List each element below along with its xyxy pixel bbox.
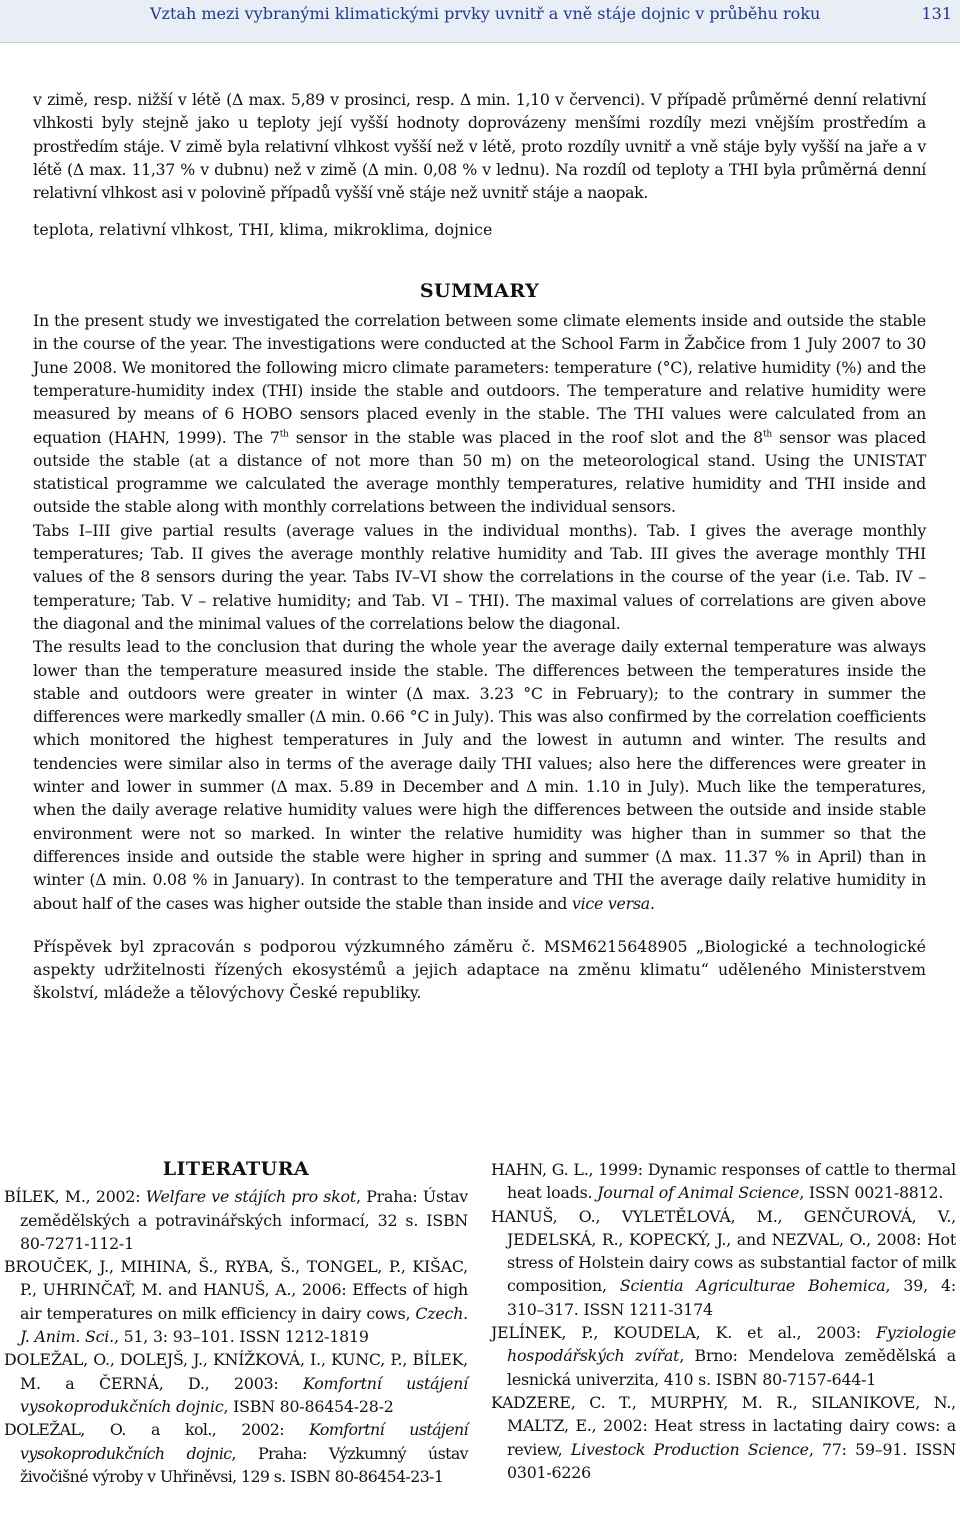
reference-text: , 77: 59–91. ISSN 0301-6226 — [507, 1439, 956, 1482]
superscript-th: th — [762, 429, 772, 440]
reference-text: BÍLEK, M., 2002: — [4, 1187, 146, 1207]
reference-item — [4, 1348, 468, 1418]
summary-paragraph-1 — [33, 309, 926, 519]
summary-p1-text-b: sensor in the stable was placed in the roof slot and the 8 — [288, 427, 763, 447]
reference-title: Journal of Animal Science — [597, 1183, 800, 1203]
summary-heading: SUMMARY — [419, 279, 540, 302]
reference-text: BROUČEK, J., MIHINA, Š., RYBA, Š., TONGEL, P., KIŠAC, P., UHRINČAŤ, M. and HANUŠ, A., 2006: Effects of high air temperatures on milk efficiency in dairy cows, — [4, 1257, 468, 1323]
summary-p1-text-a: In the present study we investigated the correlation between some climate elements inside and outside the stable in the course of the year. The investigations were conducted at the School Farm in Žabčice from 1 July 2007 to 30 June 2008. We monitored the following micro climate parameters: temperature (°C), relative humidity (%) and the temperature-humidity index (THI) inside the stable and outdoors. The temperature and relative humidity were measured by means of 6 HOBO sensors placed evenly in the stable. The THI values were calculated from an equation (HAHN, 1999). The 7 — [33, 311, 926, 447]
running-header — [0, 0, 960, 43]
reference-text: DOLEŽAL, O., DOLEJŠ, J., KNÍŽKOVÁ, I., KUNC, P., BÍLEK, M. a ČERNÁ, D., 2003: — [4, 1350, 468, 1393]
reference-title: Welfare ve stájích pro skot — [145, 1187, 357, 1207]
reference-item — [4, 1185, 468, 1255]
reference-item — [4, 1255, 468, 1348]
page-number: 131 — [921, 4, 952, 23]
reference-title: Czech. J. Anim. Sci — [20, 1303, 468, 1347]
reference-text: DOLEŽAL, O. a kol., 2002: — [4, 1420, 310, 1440]
reference-title: Komfortní ustájení vysokoprodukčních dojnic — [20, 1420, 468, 1463]
summary-paragraph-2: Tabs I–III give partial results (average values in the individual months). Tab. I gives the average monthly temperatures; Tab. II gives the average monthly relative humidity and Tab. III gives the average monthly THI values of the 8 sensors during the year. Tabs IV–VI show the correlations in the course of the year (i.e. Tab. IV – temperature; Tab. V – relative humidity; and Tab. VI – THI). The maximal values of correlations are given above the diagonal and the minimal values of the correlations below the diagonal. — [33, 520, 926, 633]
reference-title: Scientia Agriculturae Bohemica — [619, 1276, 886, 1296]
summary-paragraph-3 — [33, 635, 926, 915]
literature-left-column — [4, 1158, 468, 1488]
reference-text: JELÍNEK, P., KOUDELA, K. et al., 2003: — [491, 1323, 877, 1343]
reference-text: , ISSN 0021-8812. — [799, 1183, 944, 1203]
summary-p3-italic: vice versa — [571, 893, 650, 913]
literature-right-column — [491, 1158, 956, 1484]
reference-text: , Praha: Ústav zemědělských a potravinářských informací, 32 s. ISBN 80-7271-112-1 — [20, 1187, 469, 1253]
main-text-column — [33, 88, 926, 1005]
reference-text: HANUŠ, O., VYLETĚLOVÁ, M., GENČUROVÁ, V., JEDELSKÁ, R., KOPECKÝ, J., and NEZVAL, O., 2008: Hot stress of Holstein dairy cows as substantial factor of milk composition, — [491, 1206, 956, 1296]
keywords: teplota, relativní vlhkost, THI, klima, mikroklima, dojnice — [33, 220, 493, 240]
summary-p1-text-c: sensor was placed outside the stable (at a distance of not more than 50 m) on the meteorological stand. Using the UNISTAT statistical programme we calculated the average monthly temperatures, relative humidity and THI inside and outside the stable along with monthly correlations between the individual sensors. — [33, 427, 926, 517]
reference-item — [491, 1391, 956, 1484]
reference-text: , 39, 4: 310–317. ISSN 1211-3174 — [507, 1276, 956, 1319]
reference-text: , Brno: Mendelova zemědělská a lesnická univerzita, 410 s. ISBN 80-7157-644-1 — [507, 1346, 956, 1389]
reference-item — [491, 1158, 956, 1205]
reference-text: HAHN, G. L., 1999: Dynamic responses of cattle to thermal heat loads. — [491, 1160, 956, 1203]
reference-title: Livestock Production Science — [570, 1439, 809, 1459]
acknowledgement: Příspěvek byl zpracován s podporou výzkumného záměru č. MSM6215648905 „Biologické a technologické aspekty udržitelnosti řízených ekosystémů a jejich adaptace na změnu klimatu“ uděleného Ministerstvem školství, mládeže a tělovýchovy České republiky. — [33, 936, 926, 1003]
abstract-continuation: v zimě, resp. nižší v létě (Δ max. 5,89 v prosinci, resp. Δ min. 1,10 v červenci). V případě průměrné denní relativní vlhkosti byly stejně jako u teploty její vyšší hodnoty doprovázeny menšími rozdíly mezi vnějším prostředím a prostředím stáje. V zimě byla relativní vlhkost vyšší než v létě, proto rozdíly uvnitř a vně stáje byly vyšší na jaře a v létě (Δ max. 11,37 % v dubnu) než v zimě (Δ min. 0,08 % v lednu). Na rozdíl od teploty a THI byla průměrná denní relativní vlhkost asi v polovině případů vyšší vně stáje než uvnitř stáje a naopak. — [33, 90, 926, 203]
reference-title: Komfortní ustájení vysokoprodukčních dojnic — [20, 1373, 468, 1416]
reference-text: KADZERE, C. T., MURPHY, M. R., SILANIKOVE, N., MALTZ, E., 2002: Heat stress in lactating dairy cows: a review, — [491, 1392, 956, 1459]
reference-item — [491, 1205, 956, 1321]
reference-text: ., 51, 3: 93–101. ISSN 1212-1819 — [109, 1327, 369, 1347]
summary-p3-end: . — [649, 893, 655, 913]
superscript-th: th — [279, 429, 289, 440]
reference-title: Fyziologie hospodářských zvířat — [507, 1323, 956, 1366]
literature-heading: LITERATURA — [162, 1158, 310, 1180]
running-title: Vztah mezi vybranými klimatickými prvky uvnitř a vně stáje dojnic v průběhu roku — [150, 4, 821, 23]
summary-section — [33, 280, 926, 915]
reference-item — [491, 1321, 956, 1391]
reference-text: , Praha: Výzkumný ústav živočišné výroby v Uhřiněvsi, 129 s. ISBN 80-86454-23-1 — [20, 1443, 468, 1486]
summary-p3-text: The results lead to the conclusion that during the whole year the average daily external temperature was always lower than the temperature measured inside the stable. The differences between the temperatures inside the stable and outdoors were greater in winter (Δ max. 3.23 °C in February); to the contrary in summer the differences were markedly smaller (Δ min. 0.66 °C in July). This was also confirmed by the correlation coefficients which monitored the highest temperatures in July and the lowest in autumn and winter. The results and tendencies were similar also in terms of the average daily THI values; also here the differences were greater in winter and lower in summer (Δ max. 5.89 in December and Δ min. 1.10 in July). Much like the temperatures, when the daily average relative humidity values were high the differences between the outside and inside stable environment were not so marked. In winter the relative humidity was higher than in summer so that the differences inside and outside the stable were higher in spring and summer (Δ max. 11.37 % in April) than in winter (Δ min. 0.08 % in January). In contrast to the temperature and THI the average daily relative humidity in about half of the cases was higher outside the stable than inside and — [33, 637, 926, 913]
reference-item — [4, 1418, 468, 1488]
reference-text: , ISBN 80-86454-28-2 — [223, 1396, 394, 1416]
